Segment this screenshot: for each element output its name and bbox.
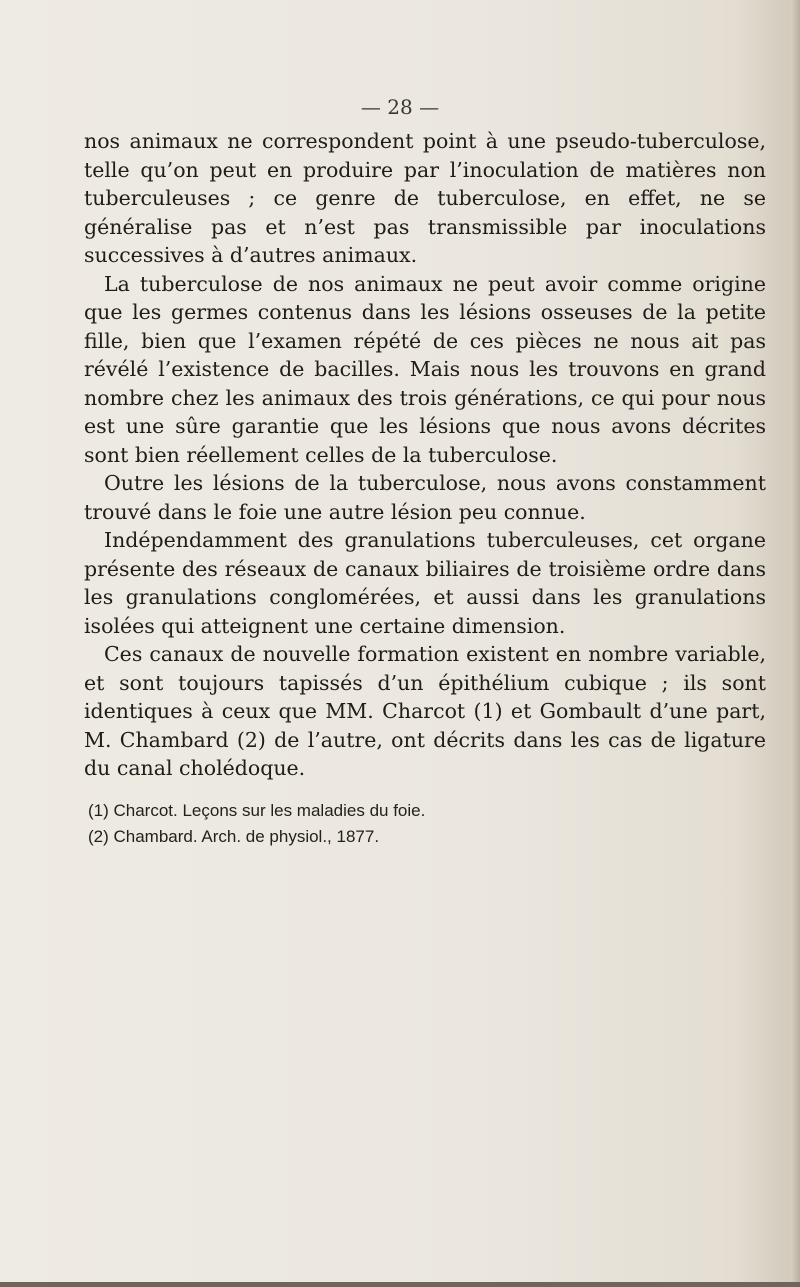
paragraph-continuation: nos animaux ne correspondent point à une pseudo-tuberculose, telle qu’on peut en produire par l’inoculation de matières non tuberculeuses ; ce genre de tuberculose, en effet, ne se généralise pas et n’est pas transmissible par inoculations successives à d’autres animaux. — [84, 129, 766, 267]
footnotes — [88, 798, 748, 850]
body-text — [84, 127, 766, 783]
paragraph-origin: La tuberculose de nos animaux ne peut avoir comme origine que les germes contenus dans les lésions osseuses de la petite fille, bien que l’examen répété de ces pièces ne nous ait pas révélé l’existence de bacilles. Mais nous les trouvons en grand nombre chez les animaux des trois générations, ce qui pour nous est une sûre garantie que les lésions que nous avons décrites sont bien réellement celles de la tuberculose. — [84, 271, 766, 467]
paragraph-canals: Ces canaux de nouvelle formation existent en nombre variable, et sont toujours tapissés d’un épithélium cubique ; ils sont identiques à ceux que MM. Charcot (1) et Gombault d’une part, M. Chambard (2) de l’autre, ont décrits dans les cas de ligature du canal cholédoque. — [84, 642, 766, 780]
footnote-2: (2) Chambard. Arch. de physiol., 1877. — [88, 827, 380, 846]
page-number: — 28 — — [360, 95, 440, 119]
page-bottom-edge — [0, 1282, 800, 1287]
paragraph-granulations: Indépendamment des granulations tuberculeuses, cet organe présente des réseaux de canaux biliaires de troisième ordre dans les granulations conglomérées, et aussi dans les granulations isolées qui atteignent une certaine dimension. — [84, 528, 766, 638]
paragraph-other-lesion: Outre les lésions de la tuberculose, nous avons constamment trouvé dans le foie une autre lésion peu connue. — [84, 471, 766, 524]
page-edge-shadow — [790, 0, 800, 1287]
footnote-1: (1) Charcot. Leçons sur les maladies du foie. — [88, 801, 426, 820]
